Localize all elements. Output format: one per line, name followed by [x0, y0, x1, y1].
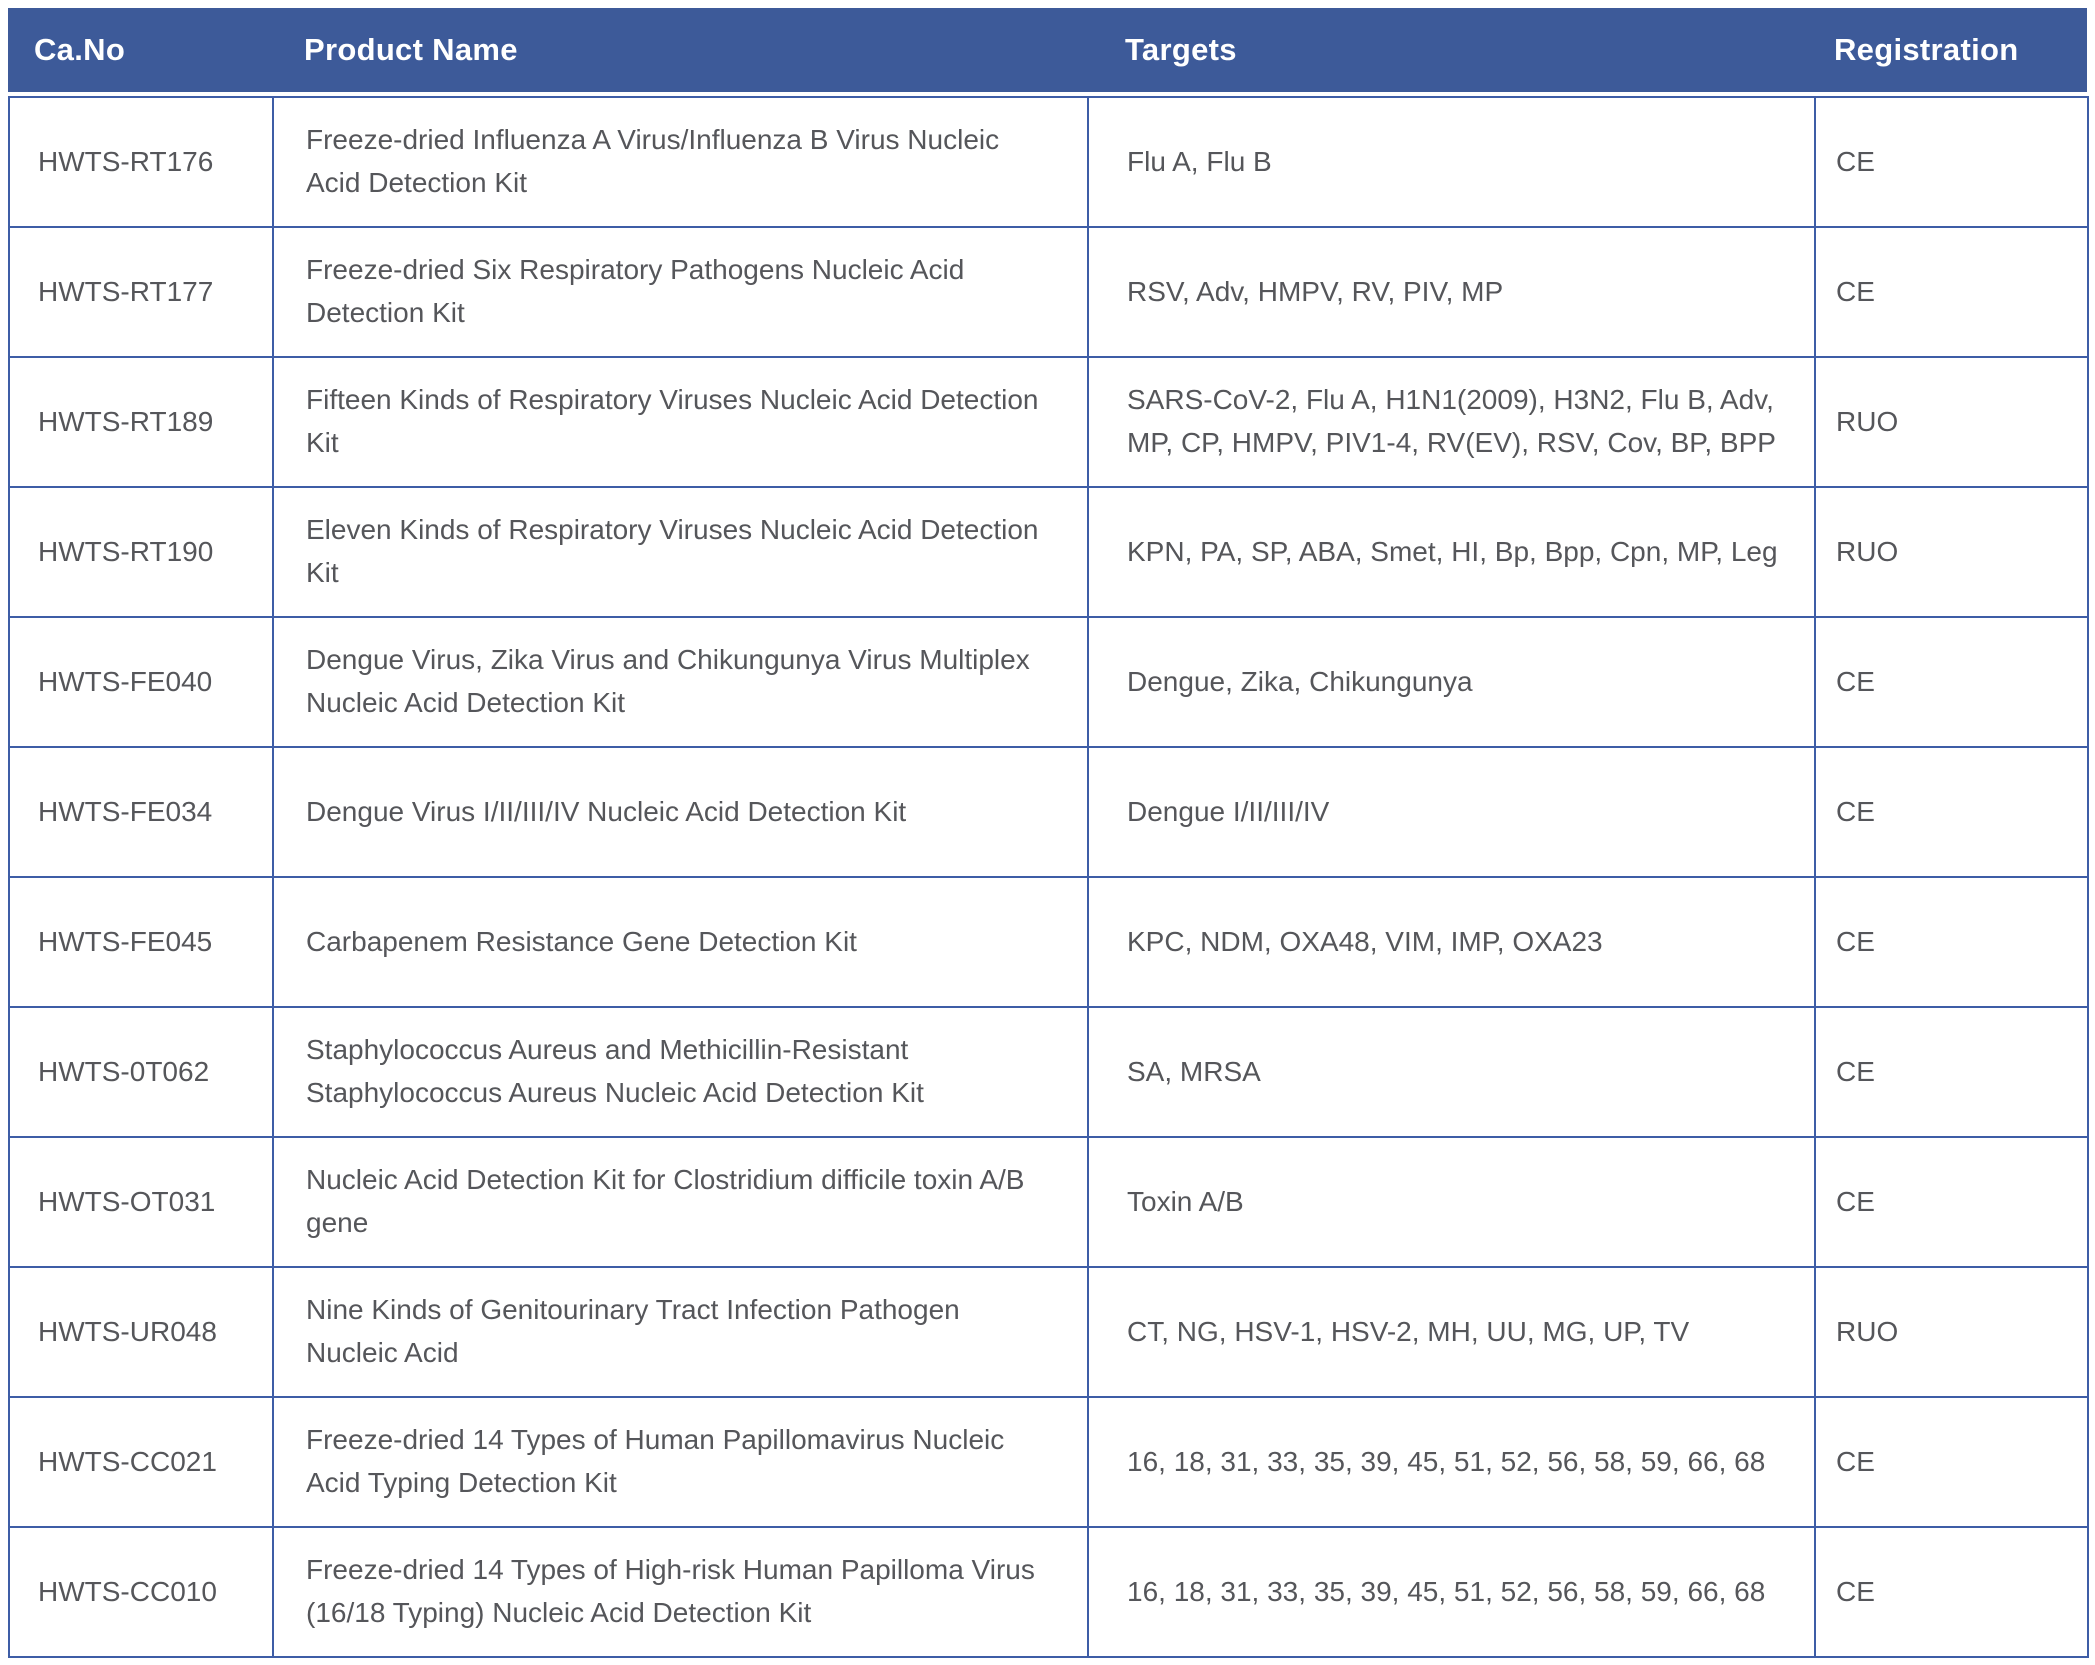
cell-registration: CE: [1815, 1137, 2088, 1267]
cell-ca-no: HWTS-RT176: [9, 97, 273, 227]
cell-targets: Dengue I/II/III/IV: [1088, 747, 1815, 877]
cell-product-name: Dengue Virus I/II/III/IV Nucleic Acid Detection Kit: [273, 747, 1088, 877]
cell-product-name: Carbapenem Resistance Gene Detection Kit: [273, 877, 1088, 1007]
table-row: [9, 1397, 2088, 1527]
cell-targets: 16, 18, 31, 33, 35, 39, 45, 51, 52, 56, 58, 59, 66, 68: [1088, 1527, 1815, 1657]
table-row: [9, 357, 2088, 487]
cell-targets: Dengue, Zika, Chikungunya: [1088, 617, 1815, 747]
cell-product-name: Freeze-dried 14 Types of Human Papillomavirus Nucleic Acid Typing Detection Kit: [273, 1397, 1088, 1527]
cell-registration: CE: [1815, 1527, 2088, 1657]
column-header-ca-no: Ca.No: [34, 32, 126, 67]
cell-ca-no: HWTS-RT177: [9, 227, 273, 357]
cell-registration: CE: [1815, 1007, 2088, 1137]
cell-registration: CE: [1815, 747, 2088, 877]
cell-registration: RUO: [1815, 1267, 2088, 1397]
column-header-registration: Registration: [1834, 32, 2019, 67]
cell-product-name: Freeze-dried Six Respiratory Pathogens Nucleic Acid Detection Kit: [273, 227, 1088, 357]
cell-targets: SA, MRSA: [1088, 1007, 1815, 1137]
cell-ca-no: HWTS-CC010: [9, 1527, 273, 1657]
cell-ca-no: HWTS-FE040: [9, 617, 273, 747]
cell-ca-no: HWTS-0T062: [9, 1007, 273, 1137]
table-row: [9, 617, 2088, 747]
cell-registration: CE: [1815, 227, 2088, 357]
cell-product-name: Staphylococcus Aureus and Methicillin-Resistant Staphylococcus Aureus Nucleic Acid Detection Kit: [273, 1007, 1088, 1137]
cell-targets: KPC, NDM, OXA48, VIM, IMP, OXA23: [1088, 877, 1815, 1007]
product-table: [8, 96, 2089, 1658]
cell-registration: RUO: [1815, 487, 2088, 617]
cell-registration: CE: [1815, 97, 2088, 227]
column-header-targets: Targets: [1125, 32, 1237, 67]
cell-product-name: Dengue Virus, Zika Virus and Chikungunya Virus Multiplex Nucleic Acid Detection Kit: [273, 617, 1088, 747]
cell-product-name: Freeze-dried 14 Types of High-risk Human Papilloma Virus (16/18 Typing) Nucleic Acid Detection Kit: [273, 1527, 1088, 1657]
cell-registration: CE: [1815, 617, 2088, 747]
table-body: [9, 97, 2088, 1657]
table-row: [9, 1527, 2088, 1657]
cell-targets: CT, NG, HSV-1, HSV-2, MH, UU, MG, UP, TV: [1088, 1267, 1815, 1397]
table-row: [9, 1007, 2088, 1137]
table-row: [9, 487, 2088, 617]
cell-targets: SARS-CoV-2, Flu A, H1N1(2009), H3N2, Flu B, Adv, MP, CP, HMPV, PIV1-4, RV(EV), RSV, Cov, BP, BPP: [1088, 357, 1815, 487]
cell-ca-no: HWTS-RT189: [9, 357, 273, 487]
table-row: [9, 877, 2088, 1007]
cell-registration: RUO: [1815, 357, 2088, 487]
cell-targets: 16, 18, 31, 33, 35, 39, 45, 51, 52, 56, 58, 59, 66, 68: [1088, 1397, 1815, 1527]
table-row: [9, 1267, 2088, 1397]
table-row: [9, 97, 2088, 227]
cell-targets: RSV, Adv, HMPV, RV, PIV, MP: [1088, 227, 1815, 357]
cell-targets: KPN, PA, SP, ABA, Smet, HI, Bp, Bpp, Cpn, MP, Leg: [1088, 487, 1815, 617]
cell-targets: Flu A, Flu B: [1088, 97, 1815, 227]
column-header-product-name: Product Name: [304, 32, 518, 67]
cell-ca-no: HWTS-FE034: [9, 747, 273, 877]
cell-registration: CE: [1815, 1397, 2088, 1527]
cell-ca-no: HWTS-RT190: [9, 487, 273, 617]
cell-ca-no: HWTS-CC021: [9, 1397, 273, 1527]
table-row: [9, 227, 2088, 357]
cell-product-name: Fifteen Kinds of Respiratory Viruses Nucleic Acid Detection Kit: [273, 357, 1088, 487]
cell-ca-no: HWTS-UR048: [9, 1267, 273, 1397]
table-header-row: [8, 8, 2087, 92]
cell-ca-no: HWTS-OT031: [9, 1137, 273, 1267]
cell-ca-no: HWTS-FE045: [9, 877, 273, 1007]
table-row: [9, 747, 2088, 877]
table-row: [9, 1137, 2088, 1267]
cell-targets: Toxin A/B: [1088, 1137, 1815, 1267]
cell-product-name: Eleven Kinds of Respiratory Viruses Nucleic Acid Detection Kit: [273, 487, 1088, 617]
cell-registration: CE: [1815, 877, 2088, 1007]
cell-product-name: Freeze-dried Influenza A Virus/Influenza B Virus Nucleic Acid Detection Kit: [273, 97, 1088, 227]
cell-product-name: Nine Kinds of Genitourinary Tract Infection Pathogen Nucleic Acid: [273, 1267, 1088, 1397]
cell-product-name: Nucleic Acid Detection Kit for Clostridium difficile toxin A/B gene: [273, 1137, 1088, 1267]
